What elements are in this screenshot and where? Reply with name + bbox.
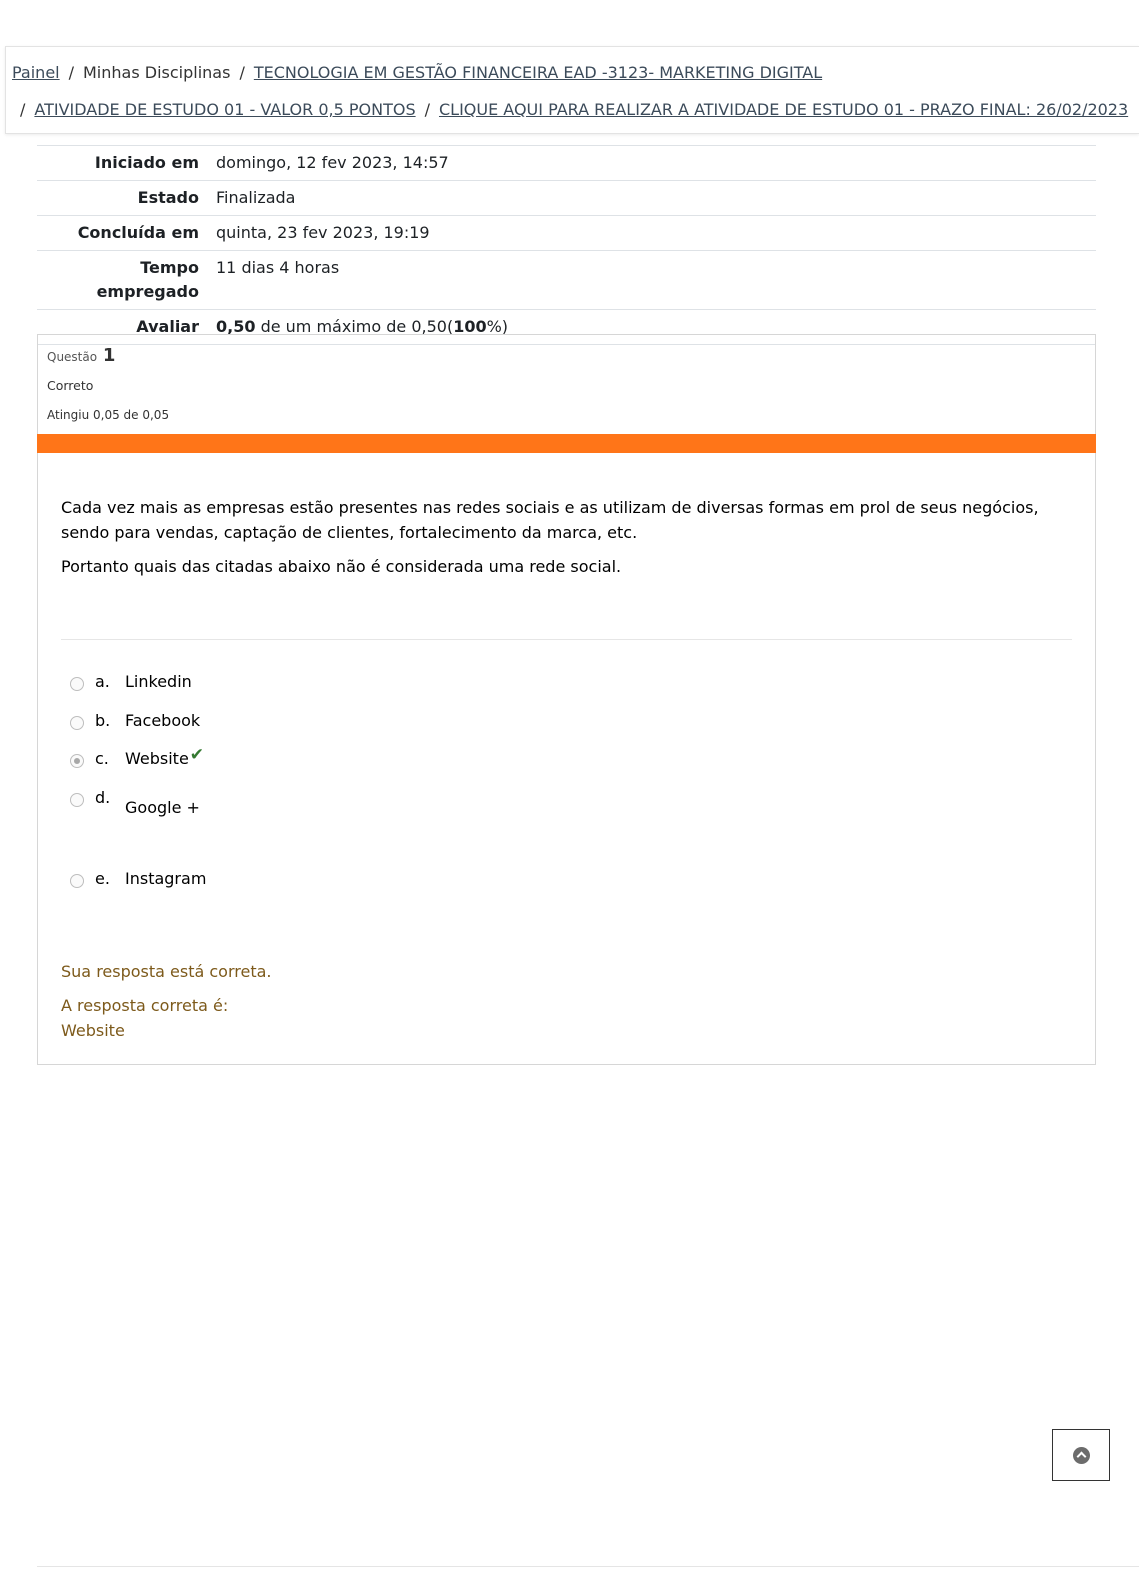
answer-text: Google +	[125, 798, 200, 817]
summary-label: Iniciado em	[94, 153, 199, 172]
question-number	[47, 345, 115, 366]
breadcrumb-separator: /	[239, 63, 245, 82]
answer-text: Instagram	[125, 869, 207, 888]
answer-radio[interactable]	[70, 677, 84, 691]
question-mark: Atingiu 0,05 de 0,05	[47, 408, 170, 422]
answer-text: Facebook	[125, 711, 201, 730]
breadcrumb-separator: /	[68, 63, 74, 82]
question-number-value: 1	[102, 345, 116, 366]
chevron-up-circle-icon	[1073, 1447, 1090, 1464]
breadcrumb	[5, 46, 1139, 134]
right-answer	[61, 993, 228, 1043]
answer-text: Linkedin	[125, 672, 192, 691]
right-answer-label: A resposta correta é:	[61, 996, 229, 1015]
answer-letter: b.	[95, 711, 111, 730]
summary-label: Estado	[137, 188, 199, 207]
breadcrumb-separator: /	[424, 100, 430, 119]
breadcrumb-quiz-link[interactable]: CLIQUE AQUI PARA REALIZAR A ATIVIDADE DE ESTUDO 01 - PRAZO FINAL: 26/02/2023	[438, 100, 1129, 119]
summary-row-completed	[37, 216, 1096, 251]
question-paragraph: Portanto quais das citadas abaixo não é considerada uma rede social.	[61, 557, 622, 576]
summary-label: Avaliar	[136, 317, 199, 336]
question-paragraph: Cada vez mais as empresas estão presentes nas redes sociais e as utilizam de diversas formas em prol de seus negócios, sendo para vendas, captação de clientes, fortalecimento da marca, etc.	[61, 498, 1039, 542]
grade-score: 0,50	[216, 317, 256, 336]
right-answer-value: Website	[61, 1021, 125, 1040]
summary-value: Finalizada	[216, 188, 296, 207]
answer-letter: d.	[95, 788, 111, 807]
summary-value: domingo, 12 fev 2023, 14:57	[216, 153, 449, 172]
answer-letter: e.	[95, 869, 110, 888]
check-icon: ✔	[189, 745, 205, 765]
question-number-label: Questão	[47, 350, 98, 364]
question-block	[37, 334, 1096, 1065]
summary-value: 11 dias 4 horas	[216, 258, 340, 277]
summary-label: Concluída em	[77, 223, 199, 242]
question-state: Correto	[47, 378, 94, 393]
summary-row-time	[37, 251, 1096, 310]
answer-radio[interactable]	[70, 793, 84, 807]
grade-end: %)	[486, 317, 509, 336]
breadcrumb-painel-link[interactable]: Painel	[12, 63, 60, 82]
footer-divider	[37, 1566, 1139, 1567]
summary-row-state	[37, 181, 1096, 216]
answer-letter: c.	[95, 749, 109, 768]
answer-radio[interactable]	[70, 716, 84, 730]
summary-row-started	[37, 146, 1096, 181]
question-divider	[61, 639, 1072, 640]
attempt-summary-table	[37, 145, 1096, 345]
grade-percent: 100	[453, 317, 487, 336]
summary-value: quinta, 23 fev 2023, 19:19	[216, 223, 430, 242]
breadcrumb-separator: /	[20, 100, 26, 119]
feedback-correct: Sua resposta está correta.	[61, 962, 272, 981]
question-text	[61, 495, 1061, 588]
breadcrumb-line-2	[20, 100, 1128, 119]
answer-letter: a.	[95, 672, 110, 691]
answer-radio-selected[interactable]	[70, 754, 84, 768]
answer-radio[interactable]	[70, 874, 84, 888]
answer-text: Website	[125, 749, 189, 768]
breadcrumb-minhas-disciplinas: Minhas Disciplinas	[83, 63, 231, 82]
breadcrumb-activity-link[interactable]: ATIVIDADE DE ESTUDO 01 - VALOR 0,5 PONTOS	[34, 100, 416, 119]
answer-text-wrap	[125, 745, 205, 769]
back-to-top-button[interactable]	[1052, 1429, 1110, 1481]
question-accent-bar	[37, 434, 1096, 453]
breadcrumb-line-1	[12, 63, 822, 82]
summary-label: Tempo empregado	[96, 258, 199, 301]
breadcrumb-course-link[interactable]: TECNOLOGIA EM GESTÃO FINANCEIRA EAD -3123- MARKETING DIGITAL	[253, 63, 823, 82]
grade-middle: de um máximo de 0,50(	[255, 317, 454, 336]
